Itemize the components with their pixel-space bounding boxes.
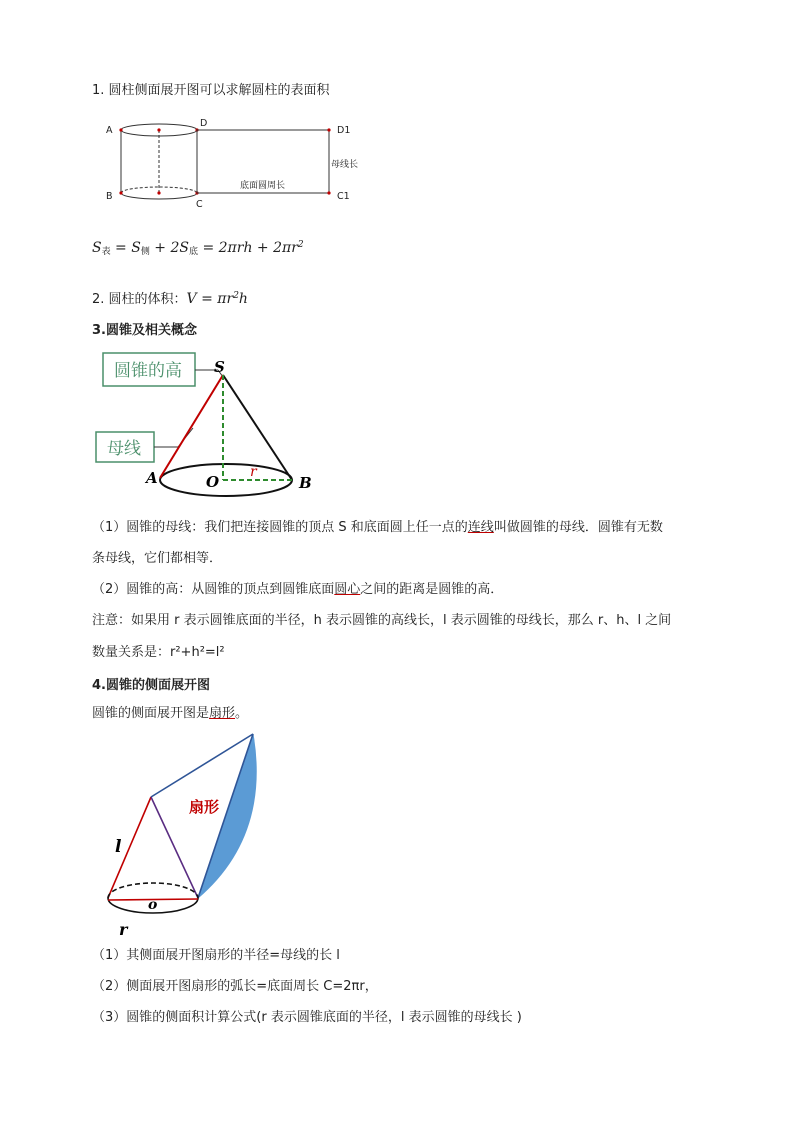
section4-item-1: （1）其侧面展开图扇形的半径=母线的长 l xyxy=(92,948,340,963)
section4-item-2: （2）侧面展开图扇形的弧长=底面周长 C=2πr， xyxy=(92,979,378,994)
section1-heading: 1. 圆柱侧面展开图可以求解圆柱的表面积 xyxy=(92,83,330,98)
sector-label: 扇形 xyxy=(189,798,220,816)
label-r: r xyxy=(250,464,257,480)
generatrix-label-text: 母线 xyxy=(107,439,141,459)
label-S: S xyxy=(214,358,225,376)
label-o: o xyxy=(148,897,158,913)
cone-base-back xyxy=(108,883,198,898)
label-l: l xyxy=(115,837,122,857)
section4-intro: 圆锥的侧面展开图是扇形。 xyxy=(92,706,249,721)
cone-generatrix-paragraph: （1）圆锥的母线：我们把连接圆锥的顶点 S 和底面圆上任一点的连线叫做圆锥的母线．圆锥有无数 xyxy=(92,520,663,535)
section4-item-3: （3）圆锥的侧面积计算公式(r 表示圆锥底面的半径，l 表示圆锥的母线长 ) xyxy=(92,1010,522,1025)
cone-generatrix-line xyxy=(160,375,223,478)
note-line2: 数量关系是：r²+h²=l² xyxy=(92,645,225,660)
cone-unfold-diagram xyxy=(100,728,280,940)
underlined-term: 圆心 xyxy=(334,582,361,597)
label-A: A xyxy=(146,469,158,487)
cone-generatrix-paragraph-line2: 条母线，它们都相等． xyxy=(92,551,223,566)
section3-heading: 3.圆锥及相关概念 xyxy=(92,323,197,338)
label-B: B xyxy=(299,474,312,492)
underlined-term: 连线 xyxy=(467,520,494,535)
label-r: r xyxy=(119,920,128,939)
cone-concepts-diagram xyxy=(90,345,330,500)
label-O: O xyxy=(206,473,220,491)
label-D: D xyxy=(200,118,208,129)
volume-formula: $V = \pi r^2h$ xyxy=(186,291,248,307)
label-generatrix-length: 母线长 xyxy=(331,160,359,170)
label-C1: C1 xyxy=(337,191,350,202)
label-C: C xyxy=(196,199,203,210)
cone-height-paragraph: （2）圆锥的高：从圆锥的顶点到圆锥底面圆心之间的距离是圆锥的高． xyxy=(92,582,504,597)
section4-heading: 4.圆锥的侧面展开图 xyxy=(92,678,210,693)
section2-heading: 2. 圆柱的体积：$V = \pi r^2h$ xyxy=(92,291,248,307)
height-label-text: 圆锥的高 xyxy=(114,361,182,381)
label-A: A xyxy=(106,125,113,136)
label-D1: D1 xyxy=(337,125,351,136)
underlined-term: 扇形 xyxy=(209,706,236,721)
cylinder-unfold-diagram xyxy=(100,115,360,215)
note-line1: 注意：如果用 r 表示圆锥底面的半径，h 表示圆锥的高线长，l 表示圆锥的母线长，那么 r、h、l 之间 xyxy=(92,613,672,628)
label-B: B xyxy=(106,191,113,202)
label-base-circumference: 底面圆周长 xyxy=(240,181,286,191)
surface-area-formula: $S_表 = S_侧 + 2S_底 = 2\pi rh + 2\pi r^2$ xyxy=(92,240,304,257)
